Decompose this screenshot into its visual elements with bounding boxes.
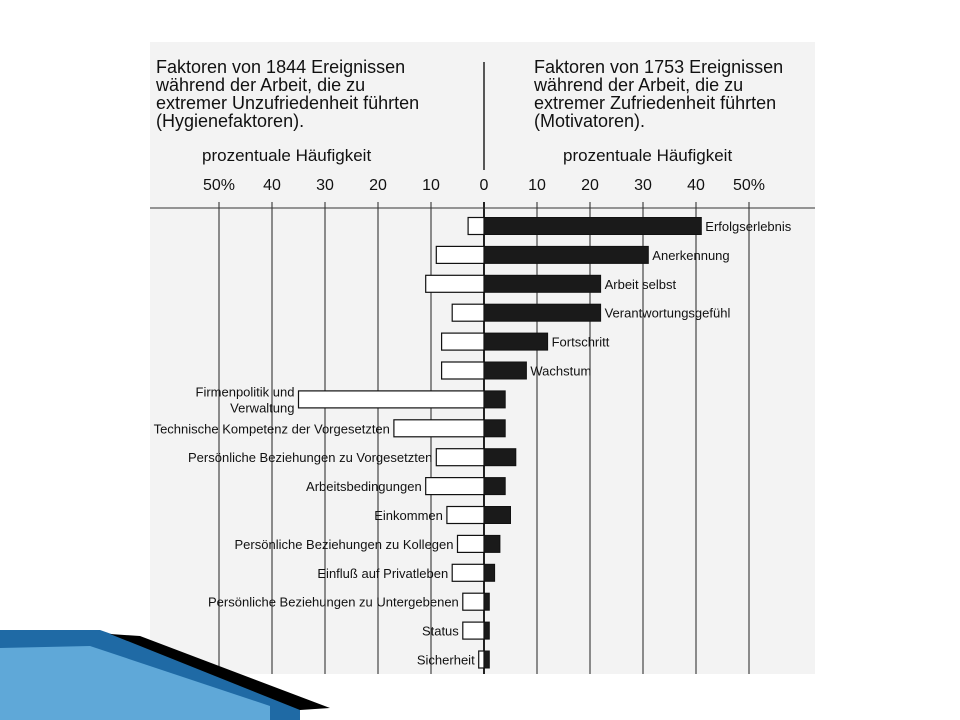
bar-unzufriedenheit — [447, 507, 484, 524]
category-label-line: Erfolgserlebnis — [705, 219, 792, 234]
bar-zufriedenheit — [484, 333, 548, 350]
right-axis-title: prozentuale Häufigkeit — [563, 146, 733, 165]
category-label-line: Firmenpolitik und — [195, 384, 295, 400]
category-label-line: Verwaltung — [230, 400, 295, 416]
bar-unzufriedenheit — [394, 420, 484, 437]
tick-label: 30 — [316, 177, 334, 194]
bar-unzufriedenheit — [442, 362, 484, 379]
bar-zufriedenheit — [484, 507, 511, 524]
category-label-line: Verantwortungsgefühl — [604, 305, 731, 321]
category-label-line: Persönliche Beziehungen zu Vorgesetzten — [188, 450, 433, 466]
category-label-line: Einkommen — [374, 508, 443, 523]
category-label-line: Arbeit selbst — [604, 276, 677, 292]
bar-unzufriedenheit — [458, 535, 485, 552]
tick-label: 30 — [634, 177, 652, 194]
bar-unzufriedenheit — [452, 304, 484, 321]
bar-unzufriedenheit — [468, 218, 484, 235]
category-label — [605, 306, 731, 321]
bar-unzufriedenheit — [436, 449, 484, 466]
bar-zufriedenheit — [484, 246, 648, 263]
category-label — [154, 421, 390, 436]
category-label-line: Status — [421, 623, 459, 639]
bar-unzufriedenheit — [299, 391, 485, 408]
tick-label: 40 — [263, 177, 281, 194]
category-label-line: Persönliche Beziehungen zu Untergebenen — [208, 594, 459, 610]
bar-zufriedenheit — [484, 391, 505, 408]
category-label — [705, 219, 791, 234]
tick-label: 20 — [581, 177, 599, 194]
category-label-line: Arbeitsbedingungen — [306, 479, 422, 495]
category-label — [196, 384, 295, 415]
tick-label: 10 — [528, 177, 546, 194]
category-label — [652, 248, 729, 263]
bar-unzufriedenheit — [436, 246, 484, 263]
category-label-line: Persönliche Beziehungen zu Kollegen — [234, 536, 454, 552]
slide-decoration — [0, 560, 960, 720]
category-label-line: Fortschritt — [551, 334, 610, 350]
category-label-line: Technische Kompetenz der Vorgesetzten — [153, 421, 390, 437]
bar-zufriedenheit — [484, 304, 601, 321]
right-header: Faktoren von 1753 Ereignissen während der Arbeit, die zu extremer Zufriedenheit führten (Motivatoren). — [534, 57, 784, 131]
tick-label: 20 — [369, 177, 387, 194]
category-label — [188, 450, 432, 465]
tick-label: 0 — [479, 177, 489, 194]
tick-label: 10 — [422, 177, 440, 194]
tick-label: 40 — [687, 177, 705, 194]
bar-unzufriedenheit — [426, 478, 484, 495]
category-label-line: Wachstum — [530, 363, 592, 379]
bar-zufriedenheit — [484, 420, 505, 437]
bar-zufriedenheit — [484, 218, 701, 235]
category-label — [530, 364, 591, 379]
category-label-line: Einfluß auf Privatleben — [317, 565, 449, 581]
tick-label: 50% — [732, 177, 766, 194]
category-label-line: Sicherheit — [416, 652, 475, 668]
category-label — [552, 335, 610, 350]
bar-zufriedenheit — [484, 478, 505, 495]
category-label-line: Anerkennung — [652, 247, 730, 263]
bar-zufriedenheit — [484, 362, 526, 379]
category-label — [306, 479, 422, 494]
bar-zufriedenheit — [484, 449, 516, 466]
bar-zufriedenheit — [484, 275, 601, 292]
left-axis-title: prozentuale Häufigkeit — [202, 146, 372, 165]
bar-unzufriedenheit — [442, 333, 484, 350]
category-label — [374, 508, 443, 523]
category-label — [605, 277, 677, 292]
bar-unzufriedenheit — [426, 275, 484, 292]
tick-label: 50% — [202, 177, 236, 194]
left-header: Faktoren von 1844 Ereignissen während der Arbeit, die zu extremer Unzufriedenheit führten (Hygienefaktoren). — [156, 57, 420, 131]
category-label — [235, 537, 454, 552]
bar-zufriedenheit — [484, 535, 500, 552]
